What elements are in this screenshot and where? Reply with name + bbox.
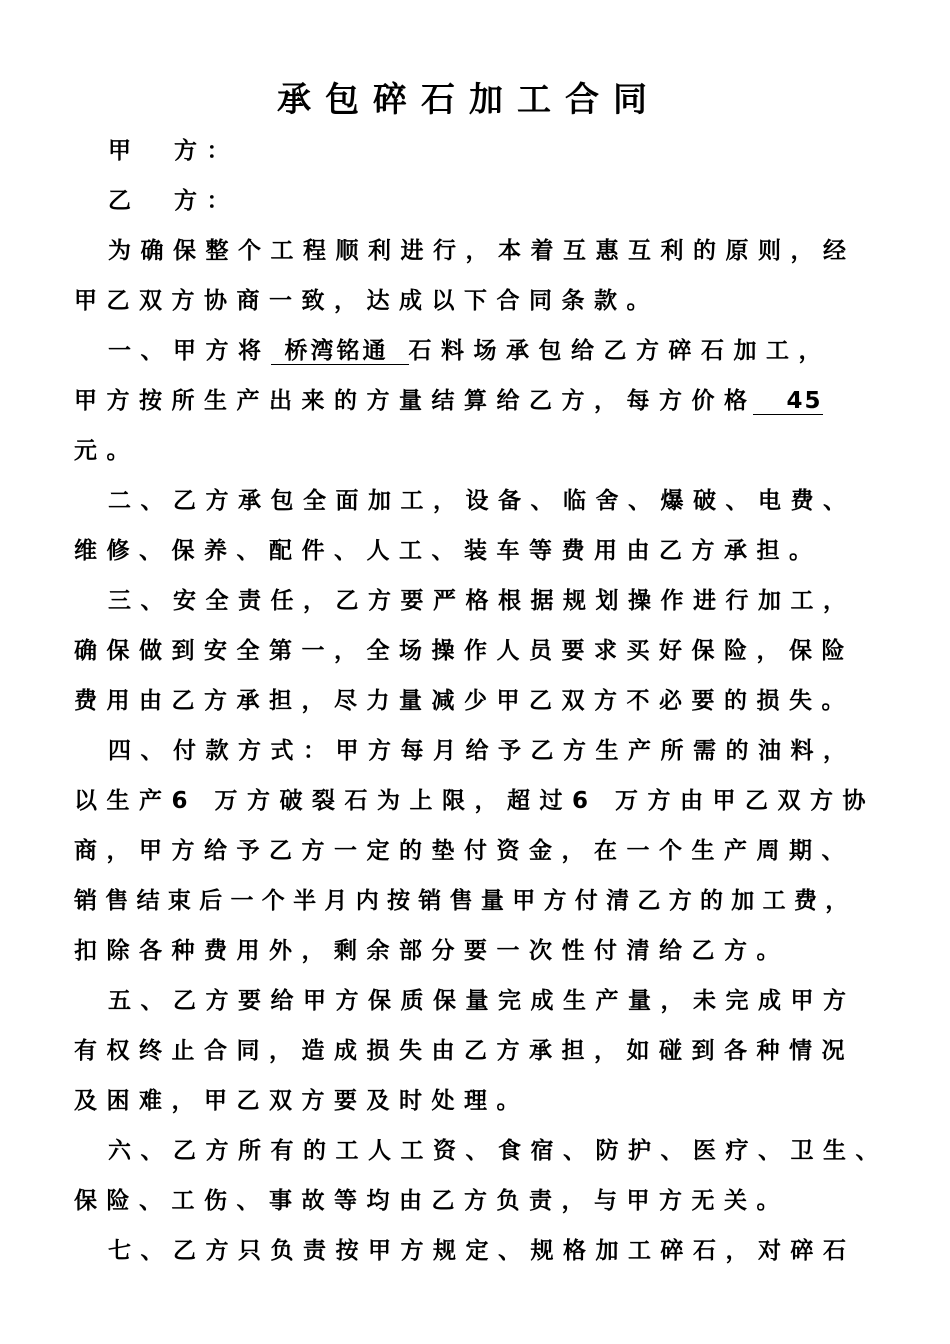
- clause-6-line-1: 六、乙方所有的工人工资、食宿、防护、医疗、卫生、: [108, 1138, 888, 1164]
- party-a-suffix: 方：: [174, 138, 239, 164]
- party-a-label: 甲: [108, 138, 141, 164]
- intro-line-1: 为确保整个工程顺利进行，本着互惠互利的原则，经: [108, 238, 856, 264]
- clause-1-line-1: [108, 336, 918, 366]
- party-b-suffix: 方：: [174, 188, 239, 214]
- clause-1-suffix: 石料场承包给乙方碎石加工，: [408, 338, 831, 364]
- clause-2-line-1: 二、乙方承包全面加工，设备、临舍、爆破、电费、: [108, 488, 856, 514]
- clause-3-line-3: 费用由乙方承担，尽力量减少甲乙双方不必要的损失。: [74, 688, 854, 714]
- intro-line-2: 甲乙双方协商一致，达成以下合同条款。: [74, 288, 659, 314]
- clause-1-line-2: [74, 386, 884, 416]
- party-a-line: [108, 136, 918, 166]
- clause-3-line-2: 确保做到安全第一，全场操作人员要求买好保险，保险: [74, 638, 854, 664]
- clause-4-line-4: 销售结束后一个半月内按销售量甲方付清乙方的加工费，: [74, 888, 857, 914]
- clause-2-line-2: 维修、保养、配件、人工、装车等费用由乙方承担。: [74, 538, 822, 564]
- clause-4-line-3: 商，甲方给予乙方一定的垫付资金，在一个生产周期、: [74, 838, 854, 864]
- party-b-label: 乙: [108, 188, 141, 214]
- clause-7-line-1: 七、乙方只负责按甲方规定、规格加工碎石，对碎石: [108, 1238, 856, 1264]
- clause-5-line-1: 五、乙方要给甲方保质保量完成生产量，未完成甲方: [108, 988, 856, 1014]
- party-b-line: [108, 186, 918, 216]
- clause-1-line-3: 元。: [74, 438, 139, 464]
- quarry-name-field: 桥湾铭通: [271, 338, 409, 365]
- document-title: 承包碎石加工合同: [277, 80, 661, 120]
- price-field: 45: [753, 388, 823, 415]
- clause-5-line-2: 有权终止合同，造成损失由乙方承担，如碰到各种情况: [74, 1038, 854, 1064]
- clause-4-line-5: 扣除各种费用外，剩余部分要一次性付清给乙方。: [74, 938, 789, 964]
- clause-3-line-1: 三、安全责任，乙方要严格根据规划操作进行加工，: [108, 588, 856, 614]
- clause-1-prefix: 一、甲方将: [108, 338, 271, 364]
- clause-4-line-2: 以生产6 万方破裂石为上限，超过6 万方由甲乙双方协: [74, 788, 876, 814]
- clause-4-line-1: 四、付款方式：甲方每月给予乙方生产所需的油料，: [108, 738, 856, 764]
- clause-1-line-2-text: 甲方按所生产出来的方量结算给乙方，每方价格: [74, 388, 757, 414]
- clause-6-line-2: 保险、工伤、事故等均由乙方负责，与甲方无关。: [74, 1188, 789, 1214]
- clause-5-line-3: 及困难，甲乙双方要及时处理。: [74, 1088, 529, 1114]
